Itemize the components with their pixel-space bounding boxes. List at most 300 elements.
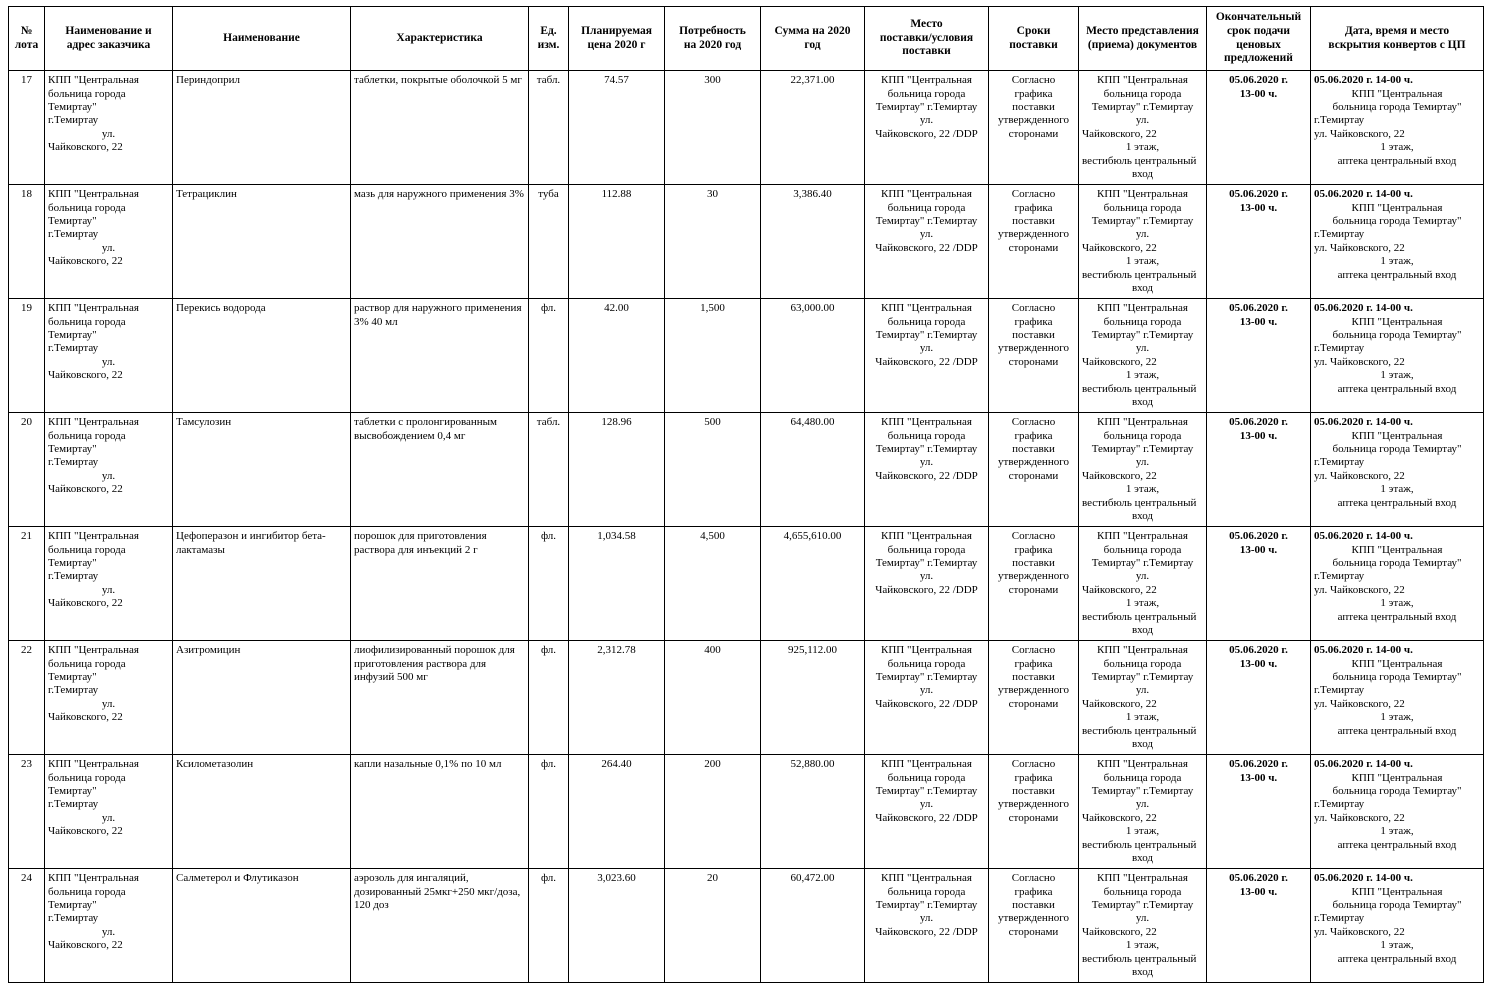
customer-line: больница города xyxy=(48,657,126,670)
place-line: КПП "Центральная xyxy=(881,644,972,657)
deadline-line: 05.06.2020 г. xyxy=(1229,530,1288,543)
opening-line: ул. Чайковского, 22 xyxy=(1314,583,1405,596)
opening-line: больница города Темиртау" xyxy=(1332,671,1462,683)
place-line: Темиртау" г.Темиртау xyxy=(875,899,978,911)
docs-line: вестибюль центральный xyxy=(1082,610,1197,623)
cell-delivery-terms xyxy=(989,413,1079,527)
terms-line: Согласно xyxy=(1011,530,1056,543)
cell-drug-name: Перекись водорода xyxy=(173,299,351,413)
customer-line: Чайковского, 22 xyxy=(48,369,123,382)
docs-line: ул. xyxy=(1135,798,1150,811)
cell-characteristic: капли назальные 0,1% по 10 мл xyxy=(351,755,529,869)
opening-line: г.Темиртау xyxy=(1314,342,1365,355)
customer-line: КПП "Центральная xyxy=(48,302,139,315)
terms-line: Согласно xyxy=(1011,758,1056,771)
opening-line: ул. Чайковского, 22 xyxy=(1314,811,1405,824)
docs-line: КПП "Центральная xyxy=(1097,188,1188,201)
terms-line: Согласно xyxy=(1011,872,1056,885)
opening-line: аптека центральный вход xyxy=(1337,610,1457,623)
cell-unit: туба xyxy=(529,185,569,299)
docs-line: КПП "Центральная xyxy=(1097,758,1188,771)
terms-line: утвержденного xyxy=(998,228,1069,241)
terms-line: утвержденного xyxy=(998,456,1069,469)
customer-line: ул. xyxy=(101,355,116,368)
customer-line: КПП "Центральная xyxy=(48,188,139,201)
customer-line: КПП "Центральная xyxy=(48,416,139,429)
place-line: Темиртау" г.Темиртау xyxy=(875,671,978,683)
column-header-deadline: Окончательный срок подачи ценовых предложений xyxy=(1207,7,1311,71)
opening-line: КПП "Центральная xyxy=(1351,201,1443,214)
docs-line: 1 этаж, xyxy=(1125,825,1160,838)
cell-lot: 17 xyxy=(9,71,45,185)
docs-line: ул. xyxy=(1135,456,1150,469)
cell-delivery-place xyxy=(865,755,989,869)
place-line: КПП "Центральная xyxy=(881,758,972,771)
column-header-characteristic: Характеристика xyxy=(351,7,529,71)
customer-line: больница города xyxy=(48,201,126,214)
place-line: Темиртау" г.Темиртау xyxy=(875,101,978,113)
cell-deadline xyxy=(1207,299,1311,413)
cell-customer xyxy=(45,869,173,983)
opening-line: г.Темиртау xyxy=(1314,114,1365,127)
docs-line: вестибюль центральный xyxy=(1082,154,1197,167)
opening-line: КПП "Центральная xyxy=(1351,429,1443,442)
terms-line: Согласно xyxy=(1011,188,1056,201)
docs-line: Чайковского, 22 xyxy=(1082,355,1157,368)
docs-line: КПП "Центральная xyxy=(1097,302,1188,315)
opening-line: г.Темиртау xyxy=(1314,912,1365,925)
customer-line: Темиртау" xyxy=(48,101,97,113)
cell-sum: 22,371.00 xyxy=(761,71,865,185)
customer-line: Темиртау" xyxy=(48,899,97,911)
terms-line: поставки xyxy=(1012,785,1055,797)
deadline-line: 13-00 ч. xyxy=(1239,87,1278,100)
cell-documents-place xyxy=(1079,527,1207,641)
docs-line: Темиртау" г.Темиртау xyxy=(1091,899,1194,911)
customer-line: ул. xyxy=(101,469,116,482)
terms-line: сторонами xyxy=(1008,811,1059,824)
opening-line: больница города Темиртау" xyxy=(1332,329,1462,341)
terms-line: поставки xyxy=(1012,899,1055,911)
place-line: Темиртау" г.Темиртау xyxy=(875,557,978,569)
opening-line: больница города Темиртау" xyxy=(1332,899,1462,911)
cell-characteristic: порошок для приготовления раствора для инъекций 2 г xyxy=(351,527,529,641)
deadline-line: 05.06.2020 г. xyxy=(1229,74,1288,87)
docs-line: больница города xyxy=(1103,315,1182,328)
cell-characteristic: таблетки с пролонгированным высвобождением 0,4 мг xyxy=(351,413,529,527)
table-row xyxy=(9,641,1484,755)
terms-line: сторонами xyxy=(1008,469,1059,482)
opening-line: КПП "Центральная xyxy=(1351,543,1443,556)
customer-line: ул. xyxy=(101,697,116,710)
opening-line: больница города Темиртау" xyxy=(1332,557,1462,569)
deadline-line: 13-00 ч. xyxy=(1239,429,1278,442)
opening-line: 05.06.2020 г. 14-00 ч. xyxy=(1314,530,1413,543)
cell-delivery-place xyxy=(865,869,989,983)
docs-line: КПП "Центральная xyxy=(1097,530,1188,543)
cell-price: 2,312.78 xyxy=(569,641,665,755)
customer-line: ул. xyxy=(101,127,116,140)
table-row xyxy=(9,755,1484,869)
terms-line: поставки xyxy=(1012,443,1055,455)
docs-line: 1 этаж, xyxy=(1125,141,1160,154)
opening-line: КПП "Центральная xyxy=(1351,87,1443,100)
customer-line: Темиртау" xyxy=(48,785,97,797)
customer-line: КПП "Центральная xyxy=(48,530,139,543)
cell-unit: фл. xyxy=(529,299,569,413)
cell-need: 20 xyxy=(665,869,761,983)
customer-line: ул. xyxy=(101,811,116,824)
terms-line: сторонами xyxy=(1008,127,1059,140)
terms-line: сторонами xyxy=(1008,697,1059,710)
cell-customer xyxy=(45,185,173,299)
terms-line: сторонами xyxy=(1008,241,1059,254)
terms-line: утвержденного xyxy=(998,114,1069,127)
docs-line: 1 этаж, xyxy=(1125,597,1160,610)
opening-line: г.Темиртау xyxy=(1314,684,1365,697)
docs-line: вестибюль центральный xyxy=(1082,268,1197,281)
cell-deadline xyxy=(1207,71,1311,185)
cell-deadline xyxy=(1207,869,1311,983)
cell-drug-name: Периндоприл xyxy=(173,71,351,185)
docs-line: вестибюль центральный xyxy=(1082,382,1197,395)
cell-need: 1,500 xyxy=(665,299,761,413)
column-header-opening: Дата, время и место вскрытия конвертов с ЦП xyxy=(1311,7,1484,71)
customer-line: г.Темиртау xyxy=(48,456,99,469)
table-header-row xyxy=(9,7,1484,71)
cell-opening xyxy=(1311,71,1484,185)
docs-line: вход xyxy=(1131,168,1154,181)
place-line: ул. xyxy=(919,684,934,697)
table-row xyxy=(9,71,1484,185)
docs-line: 1 этаж, xyxy=(1125,369,1160,382)
customer-line: г.Темиртау xyxy=(48,912,99,925)
terms-line: поставки xyxy=(1012,671,1055,683)
opening-line: ул. Чайковского, 22 xyxy=(1314,925,1405,938)
customer-line: г.Темиртау xyxy=(48,570,99,583)
docs-line: больница города xyxy=(1103,543,1182,556)
place-line: КПП "Центральная xyxy=(881,188,972,201)
column-header-price: Планируемая цена 2020 г xyxy=(569,7,665,71)
cell-unit: фл. xyxy=(529,755,569,869)
cell-lot: 18 xyxy=(9,185,45,299)
place-line: ул. xyxy=(919,570,934,583)
opening-line: КПП "Центральная xyxy=(1351,657,1443,670)
docs-line: Темиртау" г.Темиртау xyxy=(1091,443,1194,455)
terms-line: Согласно xyxy=(1011,302,1056,315)
cell-customer xyxy=(45,755,173,869)
terms-line: графика xyxy=(1014,315,1053,328)
opening-line: аптека центральный вход xyxy=(1337,952,1457,965)
terms-line: Согласно xyxy=(1011,74,1056,87)
cell-price: 112.88 xyxy=(569,185,665,299)
cell-deadline xyxy=(1207,527,1311,641)
docs-line: 1 этаж, xyxy=(1125,483,1160,496)
table-header xyxy=(9,7,1484,71)
place-line: больница города xyxy=(887,429,966,442)
place-line: ул. xyxy=(919,114,934,127)
terms-line: графика xyxy=(1014,885,1053,898)
cell-delivery-place xyxy=(865,527,989,641)
docs-line: 1 этаж, xyxy=(1125,255,1160,268)
table-row xyxy=(9,185,1484,299)
customer-line: больница города xyxy=(48,543,126,556)
cell-unit: табл. xyxy=(529,71,569,185)
column-header-place: Место поставки/условия поставки xyxy=(865,7,989,71)
place-line: Чайковского, 22 /DDP xyxy=(875,355,978,368)
deadline-line: 05.06.2020 г. xyxy=(1229,302,1288,315)
customer-line: Чайковского, 22 xyxy=(48,825,123,838)
docs-line: ул. xyxy=(1135,342,1150,355)
docs-line: ул. xyxy=(1135,684,1150,697)
opening-line: 05.06.2020 г. 14-00 ч. xyxy=(1314,758,1413,771)
place-line: Чайковского, 22 /DDP xyxy=(875,241,978,254)
cell-customer xyxy=(45,413,173,527)
cell-characteristic: таблетки, покрытые оболочкой 5 мг xyxy=(351,71,529,185)
docs-line: вход xyxy=(1131,282,1154,295)
terms-line: утвержденного xyxy=(998,912,1069,925)
docs-line: ул. xyxy=(1135,228,1150,241)
cell-deadline xyxy=(1207,755,1311,869)
place-line: Чайковского, 22 /DDP xyxy=(875,469,978,482)
cell-lot: 24 xyxy=(9,869,45,983)
opening-line: ул. Чайковского, 22 xyxy=(1314,241,1405,254)
opening-line: 05.06.2020 г. 14-00 ч. xyxy=(1314,188,1413,201)
cell-delivery-terms xyxy=(989,869,1079,983)
customer-line: Чайковского, 22 xyxy=(48,711,123,724)
column-header-sum: Сумма на 2020 год xyxy=(761,7,865,71)
cell-customer xyxy=(45,641,173,755)
cell-deadline xyxy=(1207,185,1311,299)
column-header-lot: № лота xyxy=(9,7,45,71)
place-line: Чайковского, 22 /DDP xyxy=(875,697,978,710)
place-line: КПП "Центральная xyxy=(881,416,972,429)
deadline-line: 13-00 ч. xyxy=(1239,885,1278,898)
cell-lot: 22 xyxy=(9,641,45,755)
docs-line: ул. xyxy=(1135,912,1150,925)
customer-line: КПП "Центральная xyxy=(48,644,139,657)
cell-opening xyxy=(1311,299,1484,413)
docs-line: Чайковского, 22 xyxy=(1082,127,1157,140)
cell-delivery-terms xyxy=(989,641,1079,755)
cell-unit: табл. xyxy=(529,413,569,527)
customer-line: г.Темиртау xyxy=(48,114,99,127)
cell-price: 3,023.60 xyxy=(569,869,665,983)
table-body xyxy=(9,71,1484,983)
opening-line: 05.06.2020 г. 14-00 ч. xyxy=(1314,644,1413,657)
docs-line: 1 этаж, xyxy=(1125,711,1160,724)
cell-need: 200 xyxy=(665,755,761,869)
terms-line: графика xyxy=(1014,657,1053,670)
docs-line: Чайковского, 22 xyxy=(1082,811,1157,824)
customer-line: Чайковского, 22 xyxy=(48,939,123,952)
docs-line: вестибюль центральный xyxy=(1082,724,1197,737)
customer-line: г.Темиртау xyxy=(48,342,99,355)
terms-line: Согласно xyxy=(1011,644,1056,657)
cell-sum: 3,386.40 xyxy=(761,185,865,299)
cell-need: 4,500 xyxy=(665,527,761,641)
docs-line: больница города xyxy=(1103,771,1182,784)
opening-line: г.Темиртау xyxy=(1314,456,1365,469)
cell-drug-name: Азитромицин xyxy=(173,641,351,755)
cell-price: 42.00 xyxy=(569,299,665,413)
cell-lot: 23 xyxy=(9,755,45,869)
terms-line: утвержденного xyxy=(998,570,1069,583)
docs-line: больница города xyxy=(1103,429,1182,442)
terms-line: утвержденного xyxy=(998,342,1069,355)
docs-line: вход xyxy=(1131,966,1154,979)
cell-documents-place xyxy=(1079,413,1207,527)
docs-line: вход xyxy=(1131,396,1154,409)
table-row xyxy=(9,413,1484,527)
place-line: больница города xyxy=(887,543,966,556)
cell-need: 30 xyxy=(665,185,761,299)
cell-lot: 19 xyxy=(9,299,45,413)
cell-lot: 20 xyxy=(9,413,45,527)
terms-line: Согласно xyxy=(1011,416,1056,429)
deadline-line: 13-00 ч. xyxy=(1239,657,1278,670)
cell-documents-place xyxy=(1079,755,1207,869)
cell-sum: 925,112.00 xyxy=(761,641,865,755)
customer-line: Чайковского, 22 xyxy=(48,597,123,610)
docs-line: ул. xyxy=(1135,570,1150,583)
customer-line: Темиртау" xyxy=(48,557,97,569)
cell-customer xyxy=(45,527,173,641)
opening-line: г.Темиртау xyxy=(1314,228,1365,241)
customer-line: ул. xyxy=(101,583,116,596)
customer-line: Чайковского, 22 xyxy=(48,483,123,496)
customer-line: Чайковского, 22 xyxy=(48,255,123,268)
cell-characteristic: раствор для наружного применения 3% 40 мл xyxy=(351,299,529,413)
customer-line: Темиртау" xyxy=(48,329,97,341)
cell-need: 300 xyxy=(665,71,761,185)
place-line: КПП "Центральная xyxy=(881,872,972,885)
column-header-terms: Сроки поставки xyxy=(989,7,1079,71)
place-line: больница города xyxy=(887,87,966,100)
opening-line: КПП "Центральная xyxy=(1351,885,1443,898)
customer-line: Чайковского, 22 xyxy=(48,141,123,154)
opening-line: 05.06.2020 г. 14-00 ч. xyxy=(1314,74,1413,87)
place-line: больница города xyxy=(887,315,966,328)
cell-opening xyxy=(1311,869,1484,983)
terms-line: поставки xyxy=(1012,329,1055,341)
cell-drug-name: Тамсулозин xyxy=(173,413,351,527)
customer-line: больница города xyxy=(48,429,126,442)
terms-line: графика xyxy=(1014,429,1053,442)
column-header-docs: Место представления (приема) документов xyxy=(1079,7,1207,71)
place-line: Чайковского, 22 /DDP xyxy=(875,811,978,824)
customer-line: больница города xyxy=(48,315,126,328)
cell-documents-place xyxy=(1079,641,1207,755)
cell-documents-place xyxy=(1079,185,1207,299)
customer-line: Темиртау" xyxy=(48,671,97,683)
opening-line: 1 этаж, xyxy=(1380,255,1414,268)
cell-opening xyxy=(1311,755,1484,869)
docs-line: Чайковского, 22 xyxy=(1082,469,1157,482)
deadline-line: 13-00 ч. xyxy=(1239,315,1278,328)
cell-delivery-terms xyxy=(989,71,1079,185)
cell-opening xyxy=(1311,413,1484,527)
cell-delivery-terms xyxy=(989,755,1079,869)
place-line: Темиртау" г.Темиртау xyxy=(875,215,978,227)
opening-line: 1 этаж, xyxy=(1380,141,1414,154)
customer-line: КПП "Центральная xyxy=(48,74,139,87)
customer-line: больница города xyxy=(48,87,126,100)
docs-line: больница города xyxy=(1103,657,1182,670)
docs-line: вестибюль центральный xyxy=(1082,838,1197,851)
cell-need: 400 xyxy=(665,641,761,755)
deadline-line: 13-00 ч. xyxy=(1239,543,1278,556)
cell-characteristic: аэрозоль для ингаляций, дозированный 25мкг+250 мкг/доза, 120 доз xyxy=(351,869,529,983)
opening-line: больница города Темиртау" xyxy=(1332,443,1462,455)
customer-line: больница города xyxy=(48,885,126,898)
terms-line: графика xyxy=(1014,543,1053,556)
cell-sum: 4,655,610.00 xyxy=(761,527,865,641)
docs-line: Темиртау" г.Темиртау xyxy=(1091,671,1194,683)
terms-line: сторонами xyxy=(1008,355,1059,368)
cell-sum: 60,472.00 xyxy=(761,869,865,983)
terms-line: графика xyxy=(1014,771,1053,784)
cell-price: 1,034.58 xyxy=(569,527,665,641)
cell-price: 264.40 xyxy=(569,755,665,869)
docs-line: вестибюль центральный xyxy=(1082,952,1197,965)
deadline-line: 13-00 ч. xyxy=(1239,201,1278,214)
docs-line: КПП "Центральная xyxy=(1097,872,1188,885)
cell-customer xyxy=(45,299,173,413)
opening-line: аптека центральный вход xyxy=(1337,154,1457,167)
deadline-line: 05.06.2020 г. xyxy=(1229,758,1288,771)
deadline-line: 05.06.2020 г. xyxy=(1229,416,1288,429)
opening-line: больница города Темиртау" xyxy=(1332,785,1462,797)
place-line: больница города xyxy=(887,657,966,670)
cell-unit: фл. xyxy=(529,869,569,983)
cell-deadline xyxy=(1207,413,1311,527)
place-line: Темиртау" г.Темиртау xyxy=(875,443,978,455)
terms-line: поставки xyxy=(1012,101,1055,113)
terms-line: утвержденного xyxy=(998,798,1069,811)
place-line: больница города xyxy=(887,771,966,784)
cell-lot: 21 xyxy=(9,527,45,641)
docs-line: Темиртау" г.Темиртау xyxy=(1091,329,1194,341)
cell-delivery-place xyxy=(865,413,989,527)
place-line: ул. xyxy=(919,342,934,355)
opening-line: аптека центральный вход xyxy=(1337,838,1457,851)
terms-line: поставки xyxy=(1012,215,1055,227)
terms-line: утвержденного xyxy=(998,684,1069,697)
cell-sum: 52,880.00 xyxy=(761,755,865,869)
table-row xyxy=(9,869,1484,983)
terms-line: графика xyxy=(1014,201,1053,214)
opening-line: аптека центральный вход xyxy=(1337,268,1457,281)
cell-opening xyxy=(1311,527,1484,641)
opening-line: ул. Чайковского, 22 xyxy=(1314,127,1405,140)
cell-need: 500 xyxy=(665,413,761,527)
customer-line: Темиртау" xyxy=(48,443,97,455)
cell-delivery-place xyxy=(865,299,989,413)
opening-line: аптека центральный вход xyxy=(1337,382,1457,395)
customer-line: КПП "Центральная xyxy=(48,872,139,885)
place-line: ул. xyxy=(919,456,934,469)
cell-customer xyxy=(45,71,173,185)
opening-line: ул. Чайковского, 22 xyxy=(1314,355,1405,368)
opening-line: 1 этаж, xyxy=(1380,597,1414,610)
customer-line: г.Темиртау xyxy=(48,228,99,241)
deadline-line: 05.06.2020 г. xyxy=(1229,644,1288,657)
place-line: Темиртау" г.Темиртау xyxy=(875,785,978,797)
table-row xyxy=(9,299,1484,413)
opening-line: аптека центральный вход xyxy=(1337,724,1457,737)
terms-line: сторонами xyxy=(1008,583,1059,596)
